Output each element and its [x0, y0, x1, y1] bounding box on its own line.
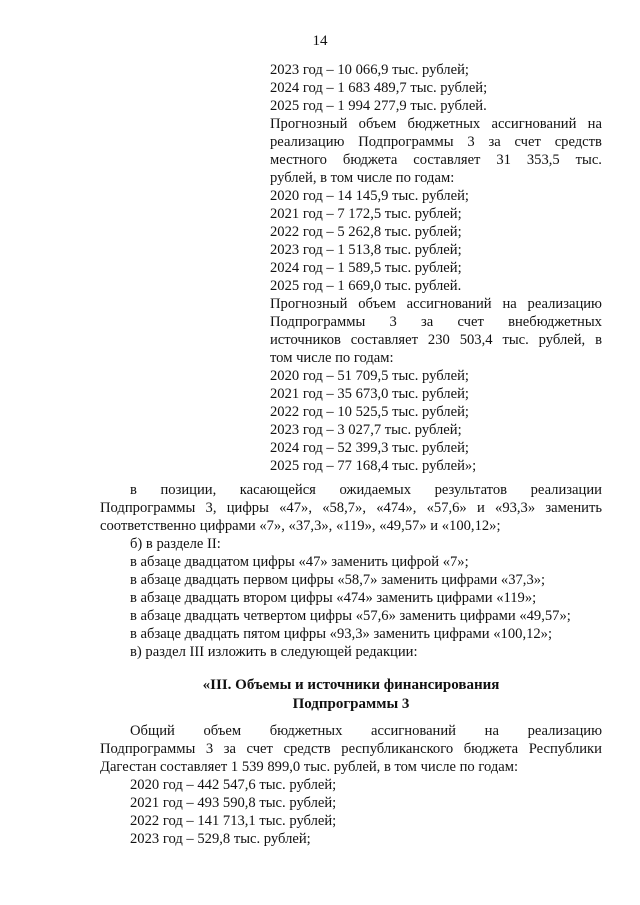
- text-line: [100, 499, 602, 517]
- word: Подпрограммы: [100, 741, 196, 757]
- text-line: 2020 год – 442 547,6 тыс. рублей;: [130, 777, 337, 793]
- text-line: 2021 год – 35 673,0 тыс. рублей;: [270, 386, 469, 402]
- word: счет: [246, 741, 273, 757]
- word: 3,: [205, 500, 217, 516]
- text-line: [100, 722, 602, 740]
- word: Прогнозный: [270, 116, 348, 132]
- word: «474»,: [376, 500, 417, 516]
- word: на: [502, 296, 517, 312]
- text-line: 2021 год – 493 590,8 тыс. рублей;: [130, 795, 337, 811]
- section-heading: [100, 676, 602, 714]
- word: Общий: [130, 723, 175, 739]
- text-line: в) раздел III изложить в следующей редакции:: [130, 644, 418, 660]
- word: Республики: [528, 741, 602, 757]
- word: ассигнований: [406, 296, 492, 312]
- word: тыс.: [575, 152, 602, 168]
- word: республиканского: [341, 741, 454, 757]
- word: результатов: [434, 482, 508, 498]
- text-line: 2024 год – 52 399,3 тыс. рублей;: [270, 440, 469, 456]
- text-line: 2025 год – 1 669,0 тыс. рублей.: [270, 278, 462, 294]
- word: тыс.: [502, 332, 529, 348]
- word: 3: [467, 134, 475, 150]
- section-heading-line2: Подпрограммы 3: [292, 696, 410, 712]
- word: Подпрограммы: [100, 500, 196, 516]
- text-line: 2022 год – 141 713,1 тыс. рублей;: [130, 813, 337, 829]
- word: Подпрограммы: [270, 314, 366, 330]
- word: объем: [203, 723, 242, 739]
- word: ожидаемых: [339, 482, 412, 498]
- word: 353,5: [526, 152, 560, 168]
- text-line: 2020 год – 14 145,9 тыс. рублей;: [270, 188, 469, 204]
- word: Подпрограммы: [358, 134, 454, 150]
- text-line: [270, 133, 602, 151]
- text-line: 2023 год – 1 513,8 тыс. рублей;: [270, 242, 462, 258]
- text-line: 2022 год – 10 525,5 тыс. рублей;: [270, 404, 469, 420]
- text-line: 2024 год – 1 683 489,7 тыс. рублей;: [270, 80, 488, 96]
- text-line: 2023 год – 10 066,9 тыс. рублей;: [270, 62, 469, 78]
- word: цифры: [226, 500, 269, 516]
- text-line: 2024 год – 1 589,5 тыс. рублей;: [270, 260, 462, 276]
- word: заменить: [545, 500, 602, 516]
- text-line: 2021 год – 7 172,5 тыс. рублей;: [270, 206, 462, 222]
- text-line: соответственно цифрами «7», «37,3», «119», «49,57» и «100,12»;: [100, 518, 501, 534]
- word: составляет: [350, 332, 418, 348]
- word: реализацию: [527, 723, 602, 739]
- word: позиции,: [160, 482, 217, 498]
- word: местного: [270, 152, 327, 168]
- word: за: [421, 314, 434, 330]
- text-line: [270, 331, 602, 349]
- text-line: в абзаце двадцатом цифры «47» заменить цифрой «7»;: [130, 554, 469, 570]
- word: 31: [496, 152, 511, 168]
- word: реализацию: [527, 296, 602, 312]
- text-line: 2023 год – 529,8 тыс. рублей;: [130, 831, 311, 847]
- text-line: рублей, в том числе по годам:: [270, 170, 455, 186]
- word: Прогнозный: [270, 296, 348, 312]
- text-line: том числе по годам:: [270, 350, 394, 366]
- word: за: [488, 134, 501, 150]
- word: «93,3»: [495, 500, 536, 516]
- text-line: 2020 год – 51 709,5 тыс. рублей;: [270, 368, 469, 384]
- text-line: [100, 481, 602, 499]
- word: ассигнований: [491, 116, 577, 132]
- text-line: в абзаце двадцать первом цифры «58,7» заменить цифрами «37,3»;: [130, 572, 546, 588]
- word: бюджетных: [407, 116, 481, 132]
- text-line: Дагестан составляет 1 539 899,0 тыс. рублей, в том числе по годам:: [100, 759, 519, 775]
- word: в: [595, 332, 602, 348]
- word: касающейся: [239, 482, 316, 498]
- word: бюджета: [463, 741, 519, 757]
- word: средств: [554, 134, 602, 150]
- financing-block: [100, 722, 602, 848]
- word: счет: [514, 134, 541, 150]
- word: на: [587, 116, 602, 132]
- text-line: в абзаце двадцать четвертом цифры «57,6» заменить цифрами «49,57»;: [130, 608, 571, 624]
- word: внебюджетных: [508, 314, 602, 330]
- text-line: [270, 313, 602, 331]
- text-line: 2023 год – 3 027,7 тыс. рублей;: [270, 422, 462, 438]
- page-number: 14: [312, 33, 328, 49]
- word: в: [130, 482, 137, 498]
- text-line: [270, 115, 602, 133]
- word: на: [484, 723, 499, 739]
- word: бюджета: [342, 152, 398, 168]
- word: объем: [358, 116, 397, 132]
- section-heading-line1: «III. Объемы и источники финансирования: [202, 677, 500, 693]
- word: за: [223, 741, 236, 757]
- text-line: 2022 год – 5 262,8 тыс. рублей;: [270, 224, 462, 240]
- text-line: в абзаце двадцать пятом цифры «93,3» заменить цифрами «100,12»;: [130, 626, 553, 642]
- word: источников: [270, 332, 341, 348]
- word: 3: [205, 741, 214, 757]
- word: «58,7»,: [322, 500, 366, 516]
- amendments-block: [100, 481, 602, 661]
- word: рублей,: [538, 332, 586, 348]
- word: реализации: [530, 482, 602, 498]
- text-line: [100, 740, 602, 758]
- text-line: [270, 151, 602, 169]
- text-line: б) в разделе II:: [130, 536, 221, 552]
- word: бюджетных: [269, 723, 343, 739]
- word: «57,6»: [426, 500, 467, 516]
- word: ассигнований: [371, 723, 456, 739]
- word: счет: [457, 314, 484, 330]
- word: реализацию: [270, 134, 345, 150]
- word: 230: [427, 332, 450, 348]
- text-line: [270, 295, 602, 313]
- word: средств: [283, 741, 331, 757]
- text-line: 2025 год – 1 994 277,9 тыс. рублей.: [270, 98, 487, 114]
- word: 3: [389, 314, 397, 330]
- text-line: 2025 год – 77 168,4 тыс. рублей»;: [270, 458, 477, 474]
- text-line: в абзаце двадцать втором цифры «474» заменить цифрами «119»;: [130, 590, 537, 606]
- word: объем: [358, 296, 396, 312]
- right-column-text: [270, 61, 602, 475]
- word: и: [476, 500, 485, 516]
- word: 503,4: [459, 332, 493, 348]
- word: «47»,: [279, 500, 312, 516]
- word: составляет: [413, 152, 481, 168]
